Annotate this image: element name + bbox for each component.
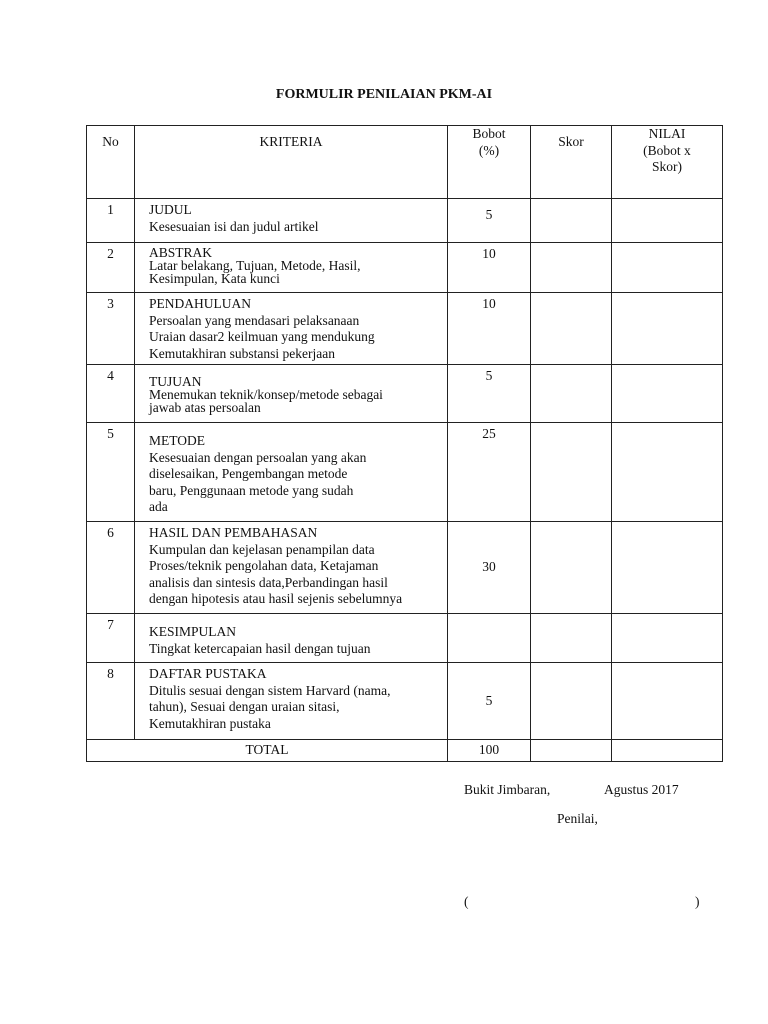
row-kriteria: [135, 423, 448, 522]
table-row: [87, 365, 723, 423]
total-label: TOTAL: [87, 740, 448, 762]
table-row: [87, 293, 723, 365]
table-row: [87, 614, 723, 663]
criterion-detail: Kemutakhiran substansi pekerjaan: [149, 345, 335, 361]
criterion-title: ABSTRAK: [149, 245, 213, 260]
header-bobot-line: Bobot: [472, 126, 506, 141]
criterion-title: DAFTAR PUSTAKA: [149, 666, 267, 681]
criterion-detail: Kumpulan dan kejelasan penampilan data: [149, 541, 375, 557]
criterion-title: TUJUAN: [149, 374, 202, 389]
header-bobot-line: (%): [478, 142, 500, 158]
row-nilai: [612, 243, 723, 293]
form-title: FORMULIR PENILAIAN PKM-AI: [275, 87, 493, 102]
row-kriteria: [135, 522, 448, 614]
row-skor: [531, 293, 612, 365]
header-nilai-line: Skor): [652, 159, 682, 174]
row-no: 2: [87, 243, 135, 293]
row-skor: [531, 614, 612, 663]
table-header-row: [87, 126, 723, 199]
row-no: 8: [87, 663, 135, 740]
row-no: 4: [87, 365, 135, 423]
row-kriteria: [135, 293, 448, 365]
header-bobot: [448, 126, 531, 199]
criterion-detail: dengan hipotesis atau hasil sejenis sebelumnya: [149, 591, 403, 606]
table-row: [87, 423, 723, 522]
row-bobot: 5: [448, 365, 531, 423]
row-bobot: 5: [448, 663, 531, 740]
header-skor: Skor: [531, 126, 612, 199]
row-kriteria: [135, 614, 448, 663]
criterion-detail: Kemutakhiran pustaka: [149, 715, 271, 731]
criterion-title: HASIL DAN PEMBAHASAN: [149, 525, 318, 540]
table-row: [87, 243, 723, 293]
total-nilai: [612, 740, 723, 762]
criterion-detail: jawab atas persoalan: [149, 400, 261, 415]
row-bobot: 30: [448, 522, 531, 614]
signature-place: Bukit Jimbaran,: [464, 782, 551, 797]
row-skor: [531, 663, 612, 740]
row-skor: [531, 199, 612, 243]
signature-role: Penilai,: [557, 811, 598, 826]
criterion-title: JUDUL: [149, 202, 192, 217]
criterion-detail: Latar belakang, Tujuan, Metode, Hasil,: [149, 258, 361, 273]
criterion-detail: Ditulis sesuai dengan sistem Harvard (nama,: [149, 682, 391, 698]
row-nilai: [612, 522, 723, 614]
row-nilai: [612, 293, 723, 365]
row-skor: [531, 365, 612, 423]
row-no: 3: [87, 293, 135, 365]
row-kriteria: [135, 243, 448, 293]
criterion-detail: analisis dan sintesis data,Perbandingan hasil: [149, 574, 388, 590]
row-bobot: [448, 614, 531, 663]
table-row: [87, 522, 723, 614]
header-no: No: [87, 126, 135, 199]
criterion-detail: Kesesuaian isi dan judul artikel: [149, 218, 319, 234]
row-kriteria: [135, 365, 448, 423]
total-skor: [531, 740, 612, 762]
criterion-detail: Kesesuaian dengan persoalan yang akan: [149, 449, 367, 465]
signature-paren-close: ): [695, 894, 700, 909]
row-skor: [531, 423, 612, 522]
row-nilai: [612, 199, 723, 243]
row-no: 5: [87, 423, 135, 522]
table-row: [87, 199, 723, 243]
row-bobot: 10: [448, 243, 531, 293]
total-row: [87, 740, 723, 762]
criterion-detail: Menemukan teknik/konsep/metode sebagai: [149, 387, 383, 402]
criterion-detail: diselesaikan, Pengembangan metode: [149, 466, 348, 481]
row-nilai: [612, 423, 723, 522]
row-nilai: [612, 663, 723, 740]
row-skor: [531, 522, 612, 614]
criterion-detail: ada: [149, 499, 168, 514]
table-row: [87, 663, 723, 740]
criterion-title: KESIMPULAN: [149, 624, 237, 639]
criterion-title: PENDAHULUAN: [149, 296, 251, 311]
row-bobot: 25: [448, 423, 531, 522]
row-nilai: [612, 365, 723, 423]
signature-paren-open: (: [464, 894, 469, 909]
criterion-detail: Persoalan yang mendasari pelaksanaan: [149, 312, 360, 328]
row-kriteria: [135, 199, 448, 243]
header-nilai-line: (Bobot x: [643, 142, 691, 158]
header-nilai: [612, 126, 723, 199]
criterion-detail: baru, Penggunaan metode yang sudah: [149, 482, 354, 498]
header-kriteria: KRITERIA: [135, 126, 448, 199]
row-bobot: 10: [448, 293, 531, 365]
signature-date: Agustus 2017: [604, 782, 679, 797]
criterion-title: METODE: [149, 433, 205, 448]
criterion-detail: tahun), Sesuai dengan uraian sitasi,: [149, 699, 340, 714]
criterion-detail: Uraian dasar2 keilmuan yang mendukung: [149, 329, 375, 344]
criterion-detail: Kesimpulan, Kata kunci: [149, 271, 280, 286]
row-skor: [531, 243, 612, 293]
criterion-detail: Tingkat ketercapaian hasil dengan tujuan: [149, 640, 371, 656]
criterion-detail: Proses/teknik pengolahan data, Ketajaman: [149, 558, 379, 573]
total-bobot: 100: [448, 740, 531, 762]
row-nilai: [612, 614, 723, 663]
row-bobot: 5: [448, 199, 531, 243]
row-kriteria: [135, 663, 448, 740]
row-no: 6: [87, 522, 135, 614]
row-no: 1: [87, 199, 135, 243]
header-nilai-line: NILAI: [648, 126, 686, 141]
row-no: 7: [87, 614, 135, 663]
assessment-table: [86, 125, 723, 762]
